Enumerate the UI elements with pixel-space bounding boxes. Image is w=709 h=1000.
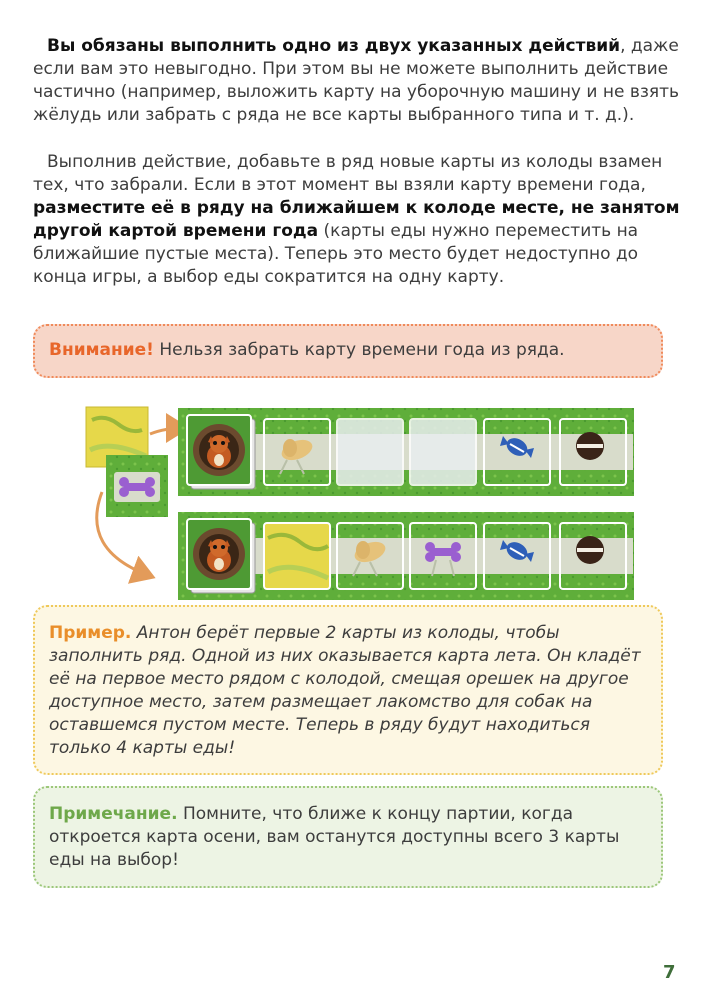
warning-label: Внимание! [49, 340, 154, 360]
cookie-icon [576, 536, 604, 564]
squirrel-icon [207, 539, 231, 572]
example-text: Антон берёт первые 2 карты из колоды, чтобы заполнить ряд. Одной из них оказывается карта лета. Он кладёт её на первое место рядом с колодой, смещая орешек на другое доступное место, затем размещает лакомство для собак на оставшемся пустом месте. Теперь в ряду будут находиться только 4 карты еды! [49, 623, 641, 758]
empty-slot [337, 419, 403, 485]
page-number: 7 [663, 962, 676, 983]
paragraph-obligation: Вы обязаны выполнить одно из двух указанных действий, даже если вам это невыгодно. При этом вы не можете выполнить действие частично (например, выложить карту на уборочную машину и не взять жёлудь или забрать с ряда не все карты выбранного типа и т. д.). [33, 36, 680, 125]
refill-text-start: Выполнив действие, добавьте в ряд новые карты из колоды взамен тех, что забрали. Если в этот момент вы взяли карту времени года, [33, 152, 663, 195]
obligation-bold: Вы обязаны выполнить одно из двух указанных действий [47, 36, 621, 56]
squirrel-icon [207, 435, 231, 468]
refill-text-end: (карты еды нужно переместить на ближайшие пустые места). Теперь это место будет недоступно до конца игры, а выбор еды сократится на одну карту. [33, 221, 639, 287]
summer-card [264, 523, 330, 589]
row-before [178, 408, 634, 496]
example-box [33, 605, 663, 775]
warning-text: Нельзя забрать карту времени года из ряда. [159, 340, 565, 360]
deck-card-bottom [187, 519, 255, 593]
refill-bold: разместите её в ряду на ближайшем к колоде месте, не занятом другой картой времени года [33, 198, 680, 241]
drawn-bone-card [106, 455, 168, 517]
warning-box [33, 324, 663, 378]
note-text: Помните, что ближе к концу партии, когда откроется карта осени, вам останутся доступны всего 3 карты еды на выбор! [49, 804, 620, 870]
paragraph-refill [33, 151, 683, 289]
row-after [178, 512, 634, 600]
note-box [33, 786, 663, 888]
deck-card-top [187, 415, 255, 489]
empty-slot [410, 419, 476, 485]
example-label: Пример. [49, 623, 132, 643]
note-label: Примечание. [49, 804, 178, 824]
cookie-icon [576, 432, 604, 460]
card-row-illustration [0, 400, 709, 605]
obligation-text: даже если вам это невыгодно. При этом вы не можете выполнить действие частично (например, выложить карту на уборочную машину и не взять жёлудь или забрать с ряда не все карты выбранного типа и т. д.). [33, 36, 680, 125]
